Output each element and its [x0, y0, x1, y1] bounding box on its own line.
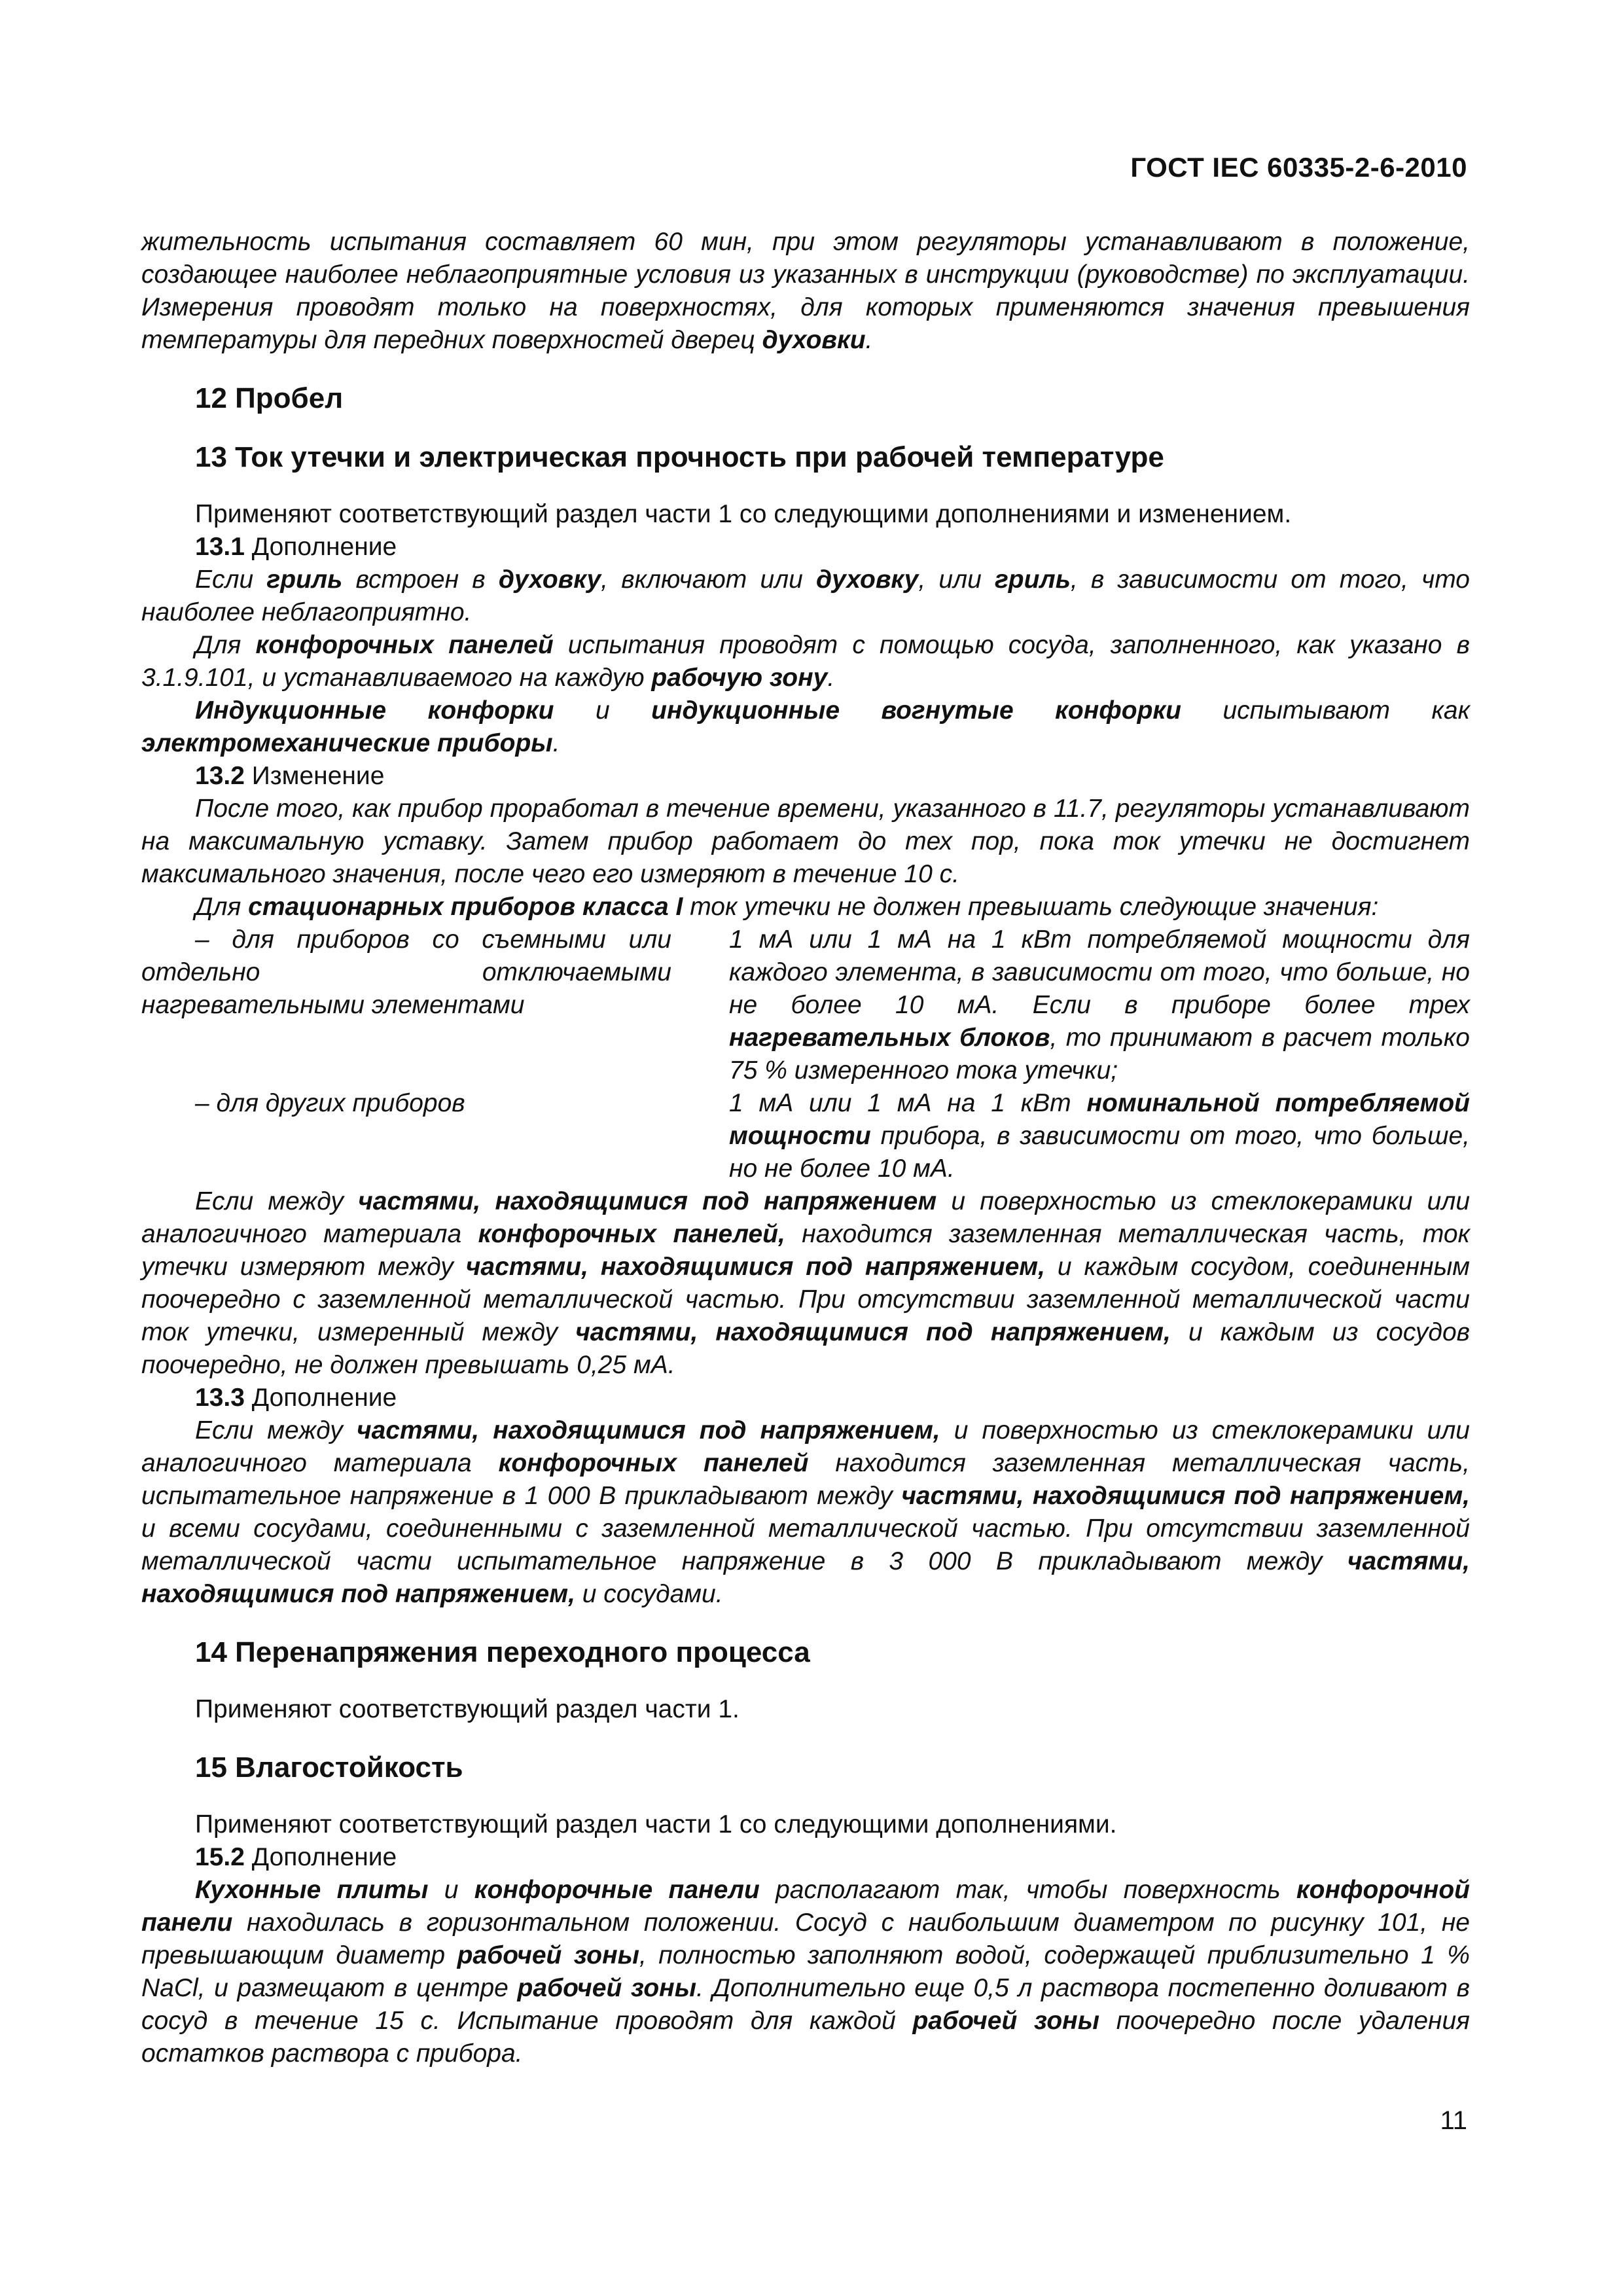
standard-number: ГОСТ IEC 60335-2-6-2010 — [1130, 152, 1467, 183]
paragraph-13-2-c: Если между частями, находящимися под напряжением и поверхностью из стеклокерамики или аналогичного материала конфорочных панелей, находится заземленная металлическая часть, ток утечки измеряют между частями, находящимися под напряжением, и каждым сосудом, соединенным поочередно с заземленной металлической частью. При отсутствии заземленной металлической части ток утечки, измеренный между частями, находящимися под напряжением, и каждым из сосудов поочередно, не должен превышать 0,25 мА. — [141, 1187, 1471, 1379]
document-header — [1130, 152, 1467, 183]
paragraph-15-2: Кухонные плиты и конфорочные панели располагают так, чтобы поверхность конфорочной панели находилась в горизонтальном положении. Сосуд с наибольшим диаметром по рисунку 101, не превышающим диаметр рабочей зоны, полностью заполняют водой, содержащей приблизительно 1 % NaCl, и размещают в центре рабочей зоны. Дополнительно еще 0,5 л раствора постепенно доливают в сосуд в течение 15 с. Испытание проводят для каждой рабочей зоны поочередно после удаления остатков раствора с прибора. — [141, 1876, 1470, 2068]
page-body — [141, 226, 1470, 2070]
page-number: 11 — [1440, 2106, 1467, 2135]
paragraph-13-1-b: Для конфорочных панелей испытания проводят с помощью сосуда, заполненного, как указано в 3.1.9.101, и устанавливаемого на каждую рабочую зону. — [141, 631, 1471, 692]
section-13-title: 13 Ток утечки и электрическая прочность при рабочей температуре — [195, 441, 1164, 473]
section-12-title: 12 Пробел — [195, 382, 344, 414]
paragraph-13-2-b: Для стационарных приборов класса I ток утечки не должен превышать следующие значения: — [195, 893, 1379, 921]
clause-15-2: 15.2 Дополнение — [195, 1843, 397, 1871]
paragraph-13-2-a: После того, как прибор проработал в течение времени, указанного в 11.7, регуляторы устанавливают на максимальную уставку. Затем прибор работает до тех пор, пока ток утечки не достигнет максимального значения, после чего его измеряют в течение 10 с. — [141, 795, 1470, 888]
section-15-intro: Применяют соответствующий раздел части 1 со следующими дополнениями. — [195, 1810, 1117, 1839]
limit-condition: – для других приборов — [195, 1089, 465, 1117]
limit-condition: – для приборов со съемными или отдельно отключаемыми нагревательными элементами — [141, 925, 671, 1019]
section-14-text: Применяют соответствующий раздел части 1. — [195, 1695, 740, 1723]
clause-13-1: 13.1 Дополнение — [195, 533, 397, 561]
clause-13-3: 13.3 Дополнение — [195, 1384, 397, 1412]
limit-value: 1 мА или 1 мА на 1 кВт номинальной потребляемой мощности прибора, в зависимости от того, что больше, но не более 10 мА. — [729, 1089, 1470, 1183]
clause-13-2: 13.2 Изменение — [195, 762, 385, 790]
section-15-title: 15 Влагостойкость — [195, 1751, 463, 1784]
table-row — [141, 924, 1470, 1087]
section-13-intro: Применяют соответствующий раздел части 1 со следующими дополнениями и изменением. — [195, 500, 1292, 528]
paragraph-13-3: Если между частями, находящимися под напряжением, и поверхностью из стеклокерамики или аналогичного материала конфорочных панелей находится заземленная металлическая часть, испытательное напряжение в 1 000 В прикладывают между частями, находящимися под напряжением, и всеми сосудами, соединенными с заземленной металлической частью. При отсутствии заземленной металлической части испытательное напряжение в 3 000 В прикладывают между частями, находящимися под напряжением, и сосудами. — [141, 1416, 1471, 1608]
section-14-title: 14 Перенапряжения переходного процесса — [195, 1636, 810, 1668]
leakage-limits-table — [141, 924, 1470, 1185]
paragraph-13-1-c: Индукционные конфорки и индукционные вогнутые конфорки испытывают как электромеханические приборы. — [141, 696, 1470, 757]
table-row — [141, 1087, 1470, 1185]
paragraph-13-1-a: Если гриль встроен в духовку, включают или духовку, или гриль, в зависимости от того, что наиболее неблагоприятно. — [141, 565, 1470, 626]
limit-value: 1 мА или 1 мА на 1 кВт потребляемой мощности для каждого элемента, в зависимости от того, что больше, но не более 10 мА. Если в приборе более трех нагревательных блоков, то принимают в расчет только 75 % измеренного тока утечки; — [729, 925, 1470, 1085]
continued-paragraph: жительность испытания составляет 60 мин, при этом регуляторы устанавливают в положение, создающее наиболее неблагоприятные условия из указанных в инструкции (руководстве) по эксплуатации. Измерения проводят только на поверхностях, для которых применяются значения превышения температуры для передних поверхностей дверец духовки. — [141, 228, 1470, 354]
